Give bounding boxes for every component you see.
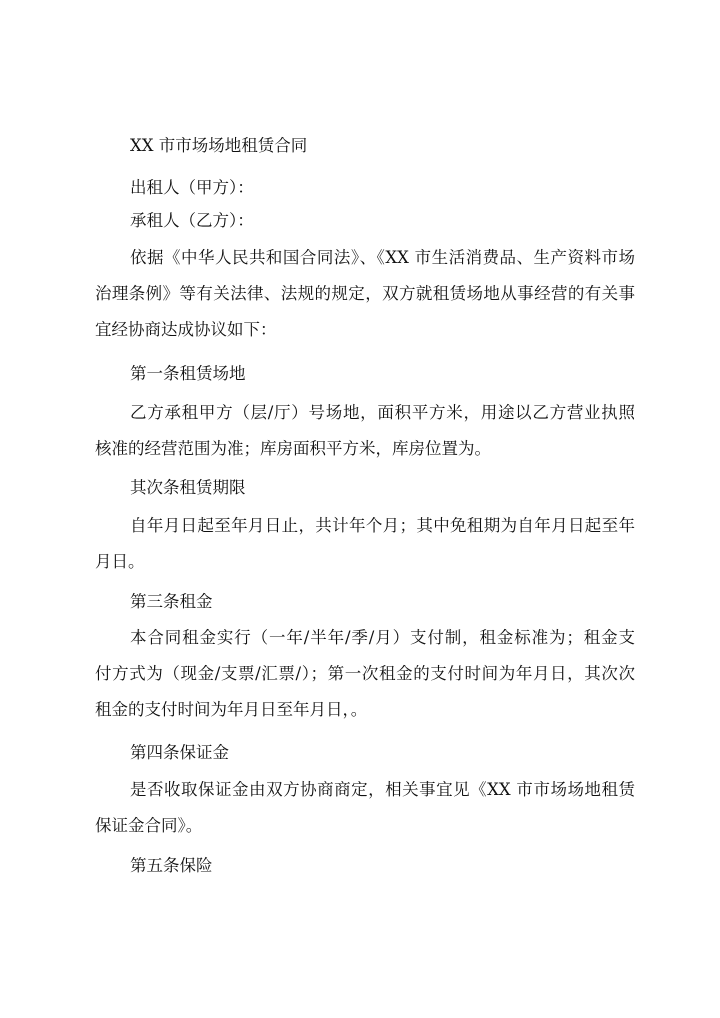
article2-line: 自年月日起至年月日止，共计年个月；其中免租期为自年月日起至年 (130, 516, 635, 535)
article5-heading (95, 848, 635, 884)
article3-line: 租金的支付时间为年月日至年月日，。 (95, 700, 368, 719)
article1-line: 核准的经营范围为准；库房面积平方米，库房位置为。 (95, 439, 491, 458)
article4-heading-text: 第四条保证金 (130, 743, 229, 762)
article1-heading (95, 356, 635, 392)
article1-body (95, 395, 635, 467)
article5-heading-text: 第五条保险 (130, 856, 213, 875)
article2-heading-text: 其次条租赁期限 (130, 478, 246, 497)
article4-body (95, 772, 635, 844)
article2-heading (95, 470, 635, 506)
preamble-line: 依据《中华人民共和国合同法》、《XX 市生活消费品、生产资料市场 (130, 248, 635, 267)
document-title (95, 128, 635, 164)
article1-heading-text: 第一条租赁场地 (130, 364, 246, 383)
article2-body (95, 508, 635, 580)
title-text: XX 市市场场地租赁合同 (130, 136, 308, 155)
lessee-line (95, 203, 635, 239)
lessee-text: 承租人（乙方）： (130, 211, 254, 230)
article4-heading (95, 735, 635, 771)
lessor-line (95, 170, 635, 206)
article4-line: 是否收取保证金由双方协商商定，相关事宜见《XX 市市场场地租赁 (130, 780, 635, 799)
article3-heading (95, 584, 635, 620)
preamble-paragraph (95, 240, 635, 348)
preamble-line: 宜经协商达成协议如下： (95, 320, 277, 339)
article4-line: 保证金合同》。 (95, 816, 203, 835)
article1-line: 乙方承租甲方（层/厅）号场地，面积平方米，用途以乙方营业执照 (130, 403, 635, 422)
article3-heading-text: 第三条租金 (130, 592, 213, 611)
article3-line: 付方式为（现金/支票/汇票/）；第一次租金的支付时间为年月日，其次次 (95, 664, 635, 683)
article3-line: 本合同租金实行（一年/半年/季/月）支付制，租金标准为；租金支 (130, 628, 635, 647)
lessor-text: 出租人（甲方）： (130, 178, 254, 197)
article3-body (95, 620, 635, 728)
preamble-line: 治理条例》等有关法律、法规的规定，双方就租赁场地从事经营的有关事 (95, 284, 635, 303)
article2-line: 月日。 (95, 552, 145, 571)
